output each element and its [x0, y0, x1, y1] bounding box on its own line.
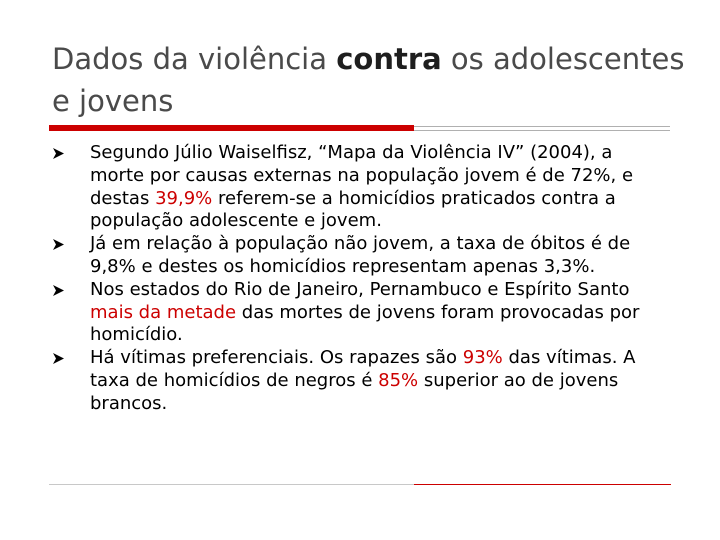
- bullet-list: [52, 142, 672, 416]
- bullet-text: Nos estados do Rio de Janeiro, Pernambuco e Espírito Santo: [90, 278, 630, 300]
- arrow-bullet-icon: [52, 147, 66, 160]
- title-underline-accent: [49, 125, 414, 131]
- slide-title: [52, 38, 692, 122]
- title-underline-line-2: [414, 130, 670, 131]
- bullet-text: das vítimas. A taxa de homicídios de negros é: [90, 347, 636, 391]
- arrow-bullet-icon: [52, 238, 66, 251]
- bullet-text: superior ao de jovens brancos.: [90, 369, 619, 414]
- title-text-2: os adolescentes e jovens: [52, 42, 685, 118]
- arrow-bullet-icon: [52, 352, 66, 365]
- highlight-value: 93%: [462, 347, 503, 369]
- bullet-item: [52, 142, 672, 233]
- title-underline-line: [414, 126, 670, 127]
- title-text-1: Dados da violência: [52, 42, 337, 76]
- highlight-value: 39,9%: [155, 187, 213, 209]
- footer-line-accent: [414, 484, 671, 485]
- bullet-item: [52, 347, 672, 415]
- bullet-text: referem-se a homicídios praticados contra a população adolescente e jovem.: [90, 187, 616, 232]
- arrow-bullet-icon: [52, 284, 66, 297]
- highlight-value: 85%: [378, 369, 419, 391]
- bullet-item: [52, 279, 672, 347]
- bullet-text: Há vítimas preferenciais. Os rapazes são: [90, 347, 463, 369]
- bullet-text: Já em relação à população não jovem, a taxa de óbitos é de 9,8% e destes os homicídios representam apenas 3,3%.: [90, 233, 631, 277]
- title-emphasis: contra: [336, 42, 442, 76]
- bullet-item: [52, 233, 672, 279]
- bullet-text: Segundo Júlio Waiselfisz, “Mapa da Violência IV” (2004), a morte por causas externas na população jovem é de 72%, e destas: [90, 142, 634, 209]
- highlight-value: mais da metade: [90, 301, 237, 323]
- bullet-text: das mortes de jovens foram provocadas por homicídio.: [90, 301, 640, 346]
